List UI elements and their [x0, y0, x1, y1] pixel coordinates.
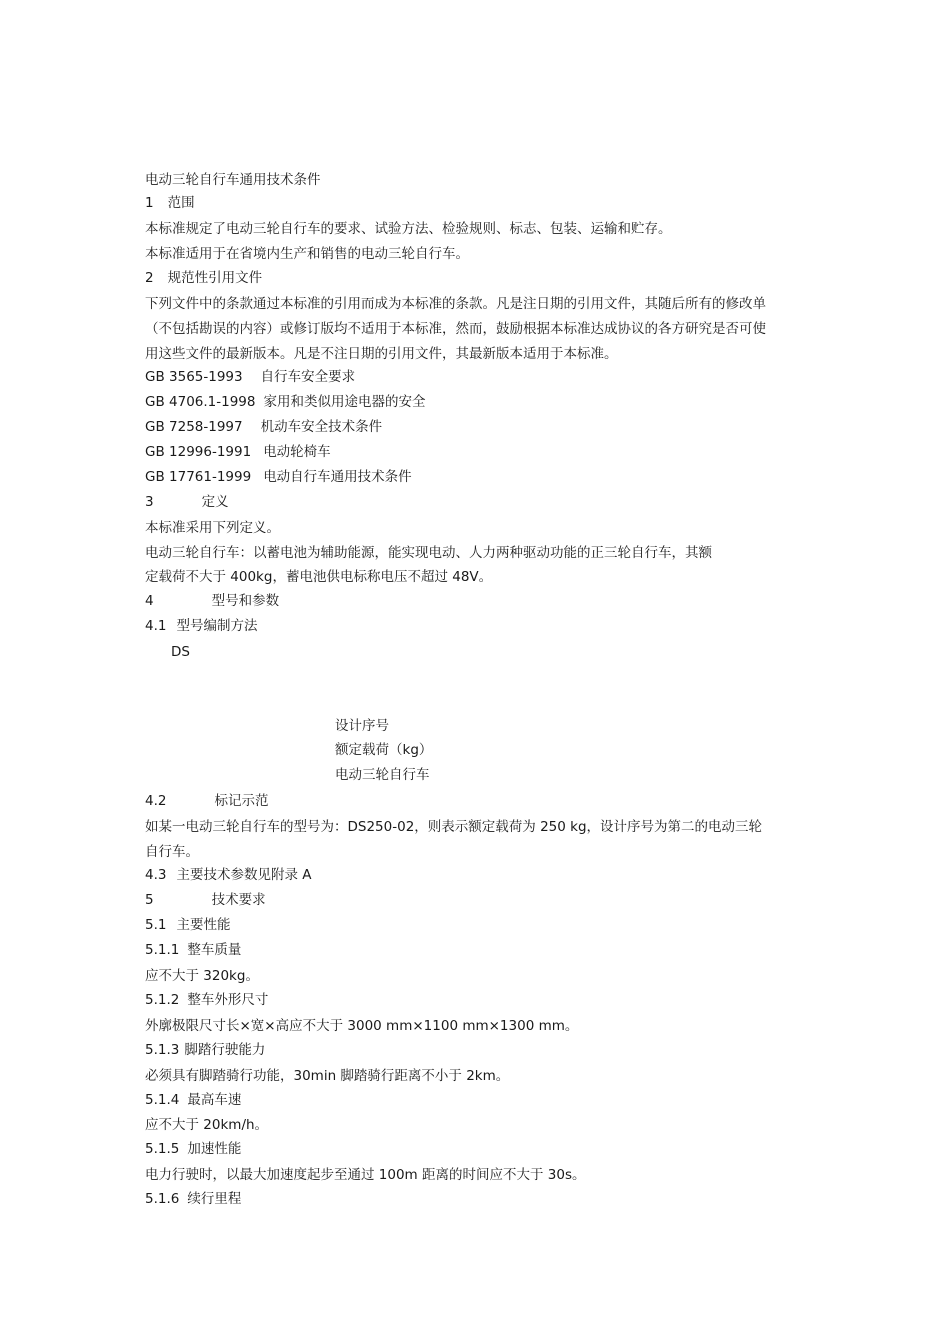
section-4-heading [145, 592, 279, 610]
reference-item [145, 393, 425, 411]
section-3-heading [145, 493, 229, 511]
section-5-1-3-heading [145, 1041, 265, 1059]
section-title: 型号编制方法 [176, 618, 258, 634]
document-title: 电动三轮自行车通用技术条件 [145, 172, 321, 188]
model-label-rated-load: 额定载荷（kg） [335, 742, 433, 758]
reference-code: GB 4706.1-1998 [145, 394, 256, 410]
section-5-1-5-heading [145, 1140, 241, 1158]
section-number: 5.1.2 [145, 992, 180, 1008]
section-title: 主要技术参数见附录 A [176, 867, 312, 883]
reference-code: GB 12996-1991 [145, 444, 252, 460]
section-4-2-heading [145, 792, 268, 810]
section-number: 5.1 [145, 917, 167, 933]
paragraph: 本标准规定了电动三轮自行车的要求、试验方法、检验规则、标志、包装、运输和贮存。 [145, 221, 672, 237]
section-title: 型号和参数 [211, 593, 280, 609]
paragraph-line: 下列文件中的条款通过本标准的引用而成为本标准的条款。凡是注日期的引用文件，其随后所有的修改单 [145, 296, 766, 312]
paragraph-line: 用这些文件的最新版本。凡是不注日期的引用文件，其最新版本适用于本标准。 [145, 346, 618, 362]
section-title: 范围 [167, 195, 195, 211]
section-title: 加速性能 [187, 1141, 242, 1157]
paragraph-line: 如某一电动三轮自行车的型号为：DS250-02，则表示额定载荷为 250 kg，设计序号为第二的电动三轮 [145, 819, 763, 835]
paragraph: 必须具有脚踏骑行功能，30min 脚踏骑行距离不小于 2km。 [145, 1068, 510, 1084]
paragraph: 应不大于 320kg。 [145, 968, 259, 984]
section-number: 4.3 [145, 867, 167, 883]
paragraph: 应不大于 20km/h。 [145, 1117, 269, 1133]
section-5-1-1-heading [145, 941, 241, 959]
paragraph: 本标准适用于在省境内生产和销售的电动三轮自行车。 [145, 246, 469, 262]
paragraph-line: 电动三轮自行车：以蓄电池为辅助能源，能实现电动、人力两种驱动功能的正三轮自行车，其额 [145, 545, 712, 561]
paragraph-line: 自行车。 [145, 844, 199, 860]
section-number: 1 [145, 195, 154, 211]
section-4-3-heading [145, 866, 312, 884]
section-title: 整车质量 [187, 942, 242, 958]
section-title: 续行里程 [187, 1191, 242, 1207]
section-5-1-6-heading [145, 1190, 241, 1208]
model-label-vehicle-type: 电动三轮自行车 [335, 767, 430, 783]
reference-item [145, 418, 382, 436]
section-title: 标记示范 [214, 793, 269, 809]
section-5-1-2-heading [145, 991, 268, 1009]
paragraph: 电力行驶时，以最大加速度起步至通过 100m 距离的时间应不大于 30s。 [145, 1167, 586, 1183]
section-number: 5.1.1 [145, 942, 180, 958]
section-title: 主要性能 [176, 917, 231, 933]
section-title: 脚踏行驶能力 [184, 1042, 266, 1058]
section-title: 整车外形尺寸 [187, 992, 269, 1008]
reference-name: 电动自行车通用技术条件 [263, 469, 412, 485]
section-number: 4.1 [145, 618, 167, 634]
reference-code: GB 7258-1997 [145, 419, 243, 435]
section-5-heading [145, 891, 266, 909]
section-number: 5.1.5 [145, 1141, 180, 1157]
section-number: 4 [145, 593, 154, 609]
section-number: 3 [145, 494, 154, 510]
reference-item [145, 443, 331, 461]
section-1-heading [145, 194, 195, 212]
section-5-1-4-heading [145, 1091, 241, 1109]
section-number: 4.2 [145, 793, 167, 809]
reference-code: GB 3565-1993 [145, 369, 243, 385]
reference-name: 电动轮椅车 [263, 444, 331, 460]
section-title: 技术要求 [211, 892, 266, 908]
model-label-design-number: 设计序号 [335, 718, 389, 734]
section-title: 规范性引用文件 [167, 270, 263, 286]
section-number: 2 [145, 270, 154, 286]
reference-item [145, 468, 412, 486]
paragraph-line: 定载荷不大于 400kg，蓄电池供电标称电压不超过 48V。 [145, 569, 493, 585]
paragraph-line: （不包括勘误的内容）或修订版均不适用于本标准，然而，鼓励根据本标准达成协议的各方研究是否可使 [145, 321, 766, 337]
section-number: 5.1.4 [145, 1092, 180, 1108]
section-number: 5.1.6 [145, 1191, 180, 1207]
section-5-1-heading [145, 916, 230, 934]
section-2-heading [145, 269, 262, 287]
paragraph: 本标准采用下列定义。 [145, 520, 280, 536]
model-prefix: DS [171, 644, 190, 660]
section-number: 5 [145, 892, 154, 908]
reference-name: 机动车安全技术条件 [260, 419, 383, 435]
reference-code: GB 17761-1999 [145, 469, 252, 485]
section-title: 最高车速 [187, 1092, 242, 1108]
section-title: 定义 [201, 494, 229, 510]
paragraph: 外廓极限尺寸长×宽×高应不大于 3000 mm×1100 mm×1300 mm。 [145, 1018, 579, 1034]
section-number: 5.1.3 [145, 1042, 180, 1058]
reference-name: 自行车安全要求 [260, 369, 356, 385]
reference-item [145, 368, 355, 386]
reference-name: 家用和类似用途电器的安全 [263, 394, 426, 410]
section-4-1-heading [145, 617, 257, 635]
